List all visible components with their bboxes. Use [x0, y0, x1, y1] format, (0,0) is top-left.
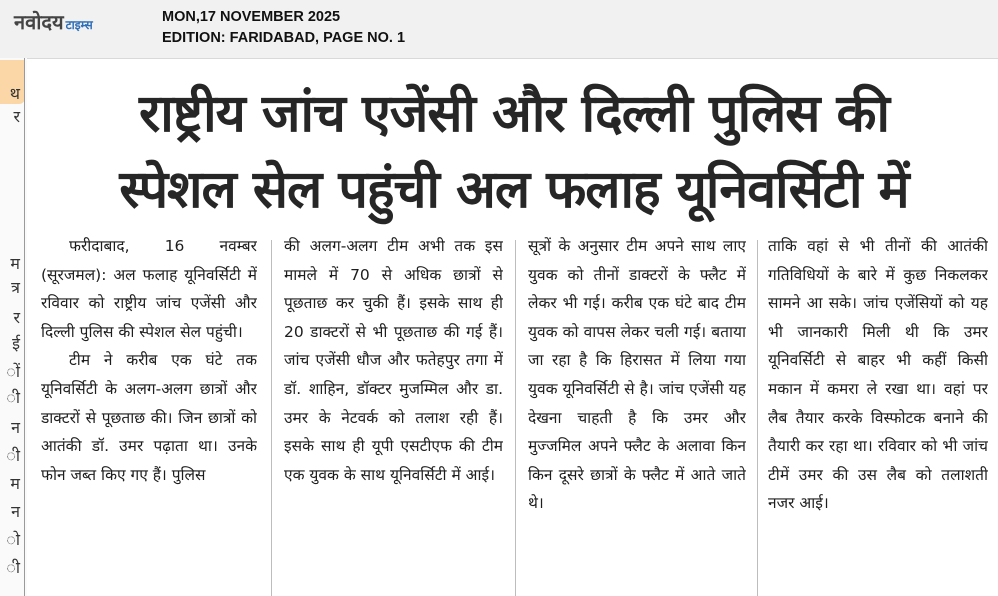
headline-line-2: स्पेशल सेल पहुंची अल फलाह यूनिवर्सिटी में [119, 160, 909, 220]
adjacent-article-fragment: र [13, 308, 20, 327]
adjacent-article-fragment: म [10, 474, 20, 493]
adjacent-article-fragment: म [10, 254, 20, 273]
adjacent-article-fragment: ो [6, 530, 20, 549]
article-paragraph: ताकि वहां से भी तीनों की आतंकी गतिविधियों के बारे में कुछ निकलकर सामने आ सके। जांच एजेंसियों को यह भी जानकारी मिली थी कि उमर यूनिवर्सिटी से बाहर भी कहीं किसी मकान में कमरा ले रखा था। वहां पर लैब तैयार करके विस्फोटक बनाने की तैयारी कर रहा था। रविवार को भी जांच टीमें उमर की उस लैब को तलाशती नजर आई। [768, 237, 988, 513]
adjacent-article-fragment: ी [6, 558, 20, 577]
article-paragraph: सूत्रों के अनुसार टीम अपने साथ लाए युवक को तीनों डाक्टरों के फ्लैट में लेकर भी गई। करीब एक घंटे बाद टीम युवक को वापस लेकर चली गई। बताया जा रहा है कि हिरासत में लिया गया युवक यूनिवर्सिटी से है। जांच एजेंसी यह देखना चाहती है कि उमर और मुज्जमिल अपने फ्लैट के अलावा किन किन दूसरे छात्रों के फ्लैट में आते जाते थे। [528, 237, 746, 513]
adjacent-article-fragment: त्र [11, 278, 20, 297]
newspaper-logo[interactable] [14, 8, 93, 32]
headline-line-1: राष्ट्रीय जांच एजेंसी और दिल्ली पुलिस की [139, 84, 889, 144]
article-paragraph: फरीदाबाद, 16 नवम्बर (सूरजमल): अल फलाह यूनिवर्सिटी में रविवार को राष्ट्रीय जांच एजेंसी और दिल्ली पुलिस की स्पेशल सेल पहुंची। [41, 237, 257, 341]
column-rule [757, 240, 758, 596]
article-paragraph: टीम ने करीब एक घंटे तक यूनिवर्सिटी के अलग-अलग छात्रों और डाक्टरों से पूछताछ की। जिन छात्रों को आतंकी डॉ. उमर पढ़ाता था। उनके फोन जब्त किए गए हैं। पुलिस [41, 351, 257, 484]
adjacent-article-fragment: ी [6, 446, 20, 465]
adjacent-article-fragment: न [11, 502, 20, 521]
article-headline [40, 76, 988, 228]
edition-info: EDITION: FARIDABAD, PAGE NO. 1 [162, 30, 406, 46]
article-column-4 [768, 232, 988, 596]
adjacent-article-fragment: थ [9, 84, 20, 103]
adjacent-article-fragment: र [13, 107, 20, 126]
column-rule [515, 240, 516, 596]
logo-wordmark: नवोदय [14, 10, 64, 34]
article-column-3 [528, 232, 746, 596]
logo-subtext: टाइम्स [65, 18, 93, 32]
article-column-2 [284, 232, 503, 596]
column-divider [24, 58, 25, 596]
edition-date: MON,17 NOVEMBER 2025 [162, 9, 341, 25]
adjacent-article-fragment: ी [6, 388, 20, 407]
article-paragraph: की अलग-अलग टीम अभी तक इस मामले में 70 से अधिक छात्रों से पूछताछ कर चुकी हैं। इसके साथ ही 20 डाक्टरों से भी पूछताछ की गई हैं। जांच एजेंसी धौज और फतेहपुर तगा में डॉ. शाहिन, डॉक्टर मुजम्मिल और डा. उमर के नेटवर्क को तलाश रही हैं। इसके साथ ही यूपी एसटीएफ की टीम एक युवक के साथ यूनिवर्सिटी में आई। [284, 237, 503, 484]
column-rule [271, 240, 272, 596]
article-column-1 [41, 232, 257, 596]
adjacent-article-fragment: न [11, 418, 20, 437]
adjacent-article-fragment: ई [12, 334, 20, 353]
epaper-header [0, 0, 998, 59]
adjacent-article-fragment: ों [6, 362, 20, 381]
adjacent-article-strip [0, 58, 27, 596]
